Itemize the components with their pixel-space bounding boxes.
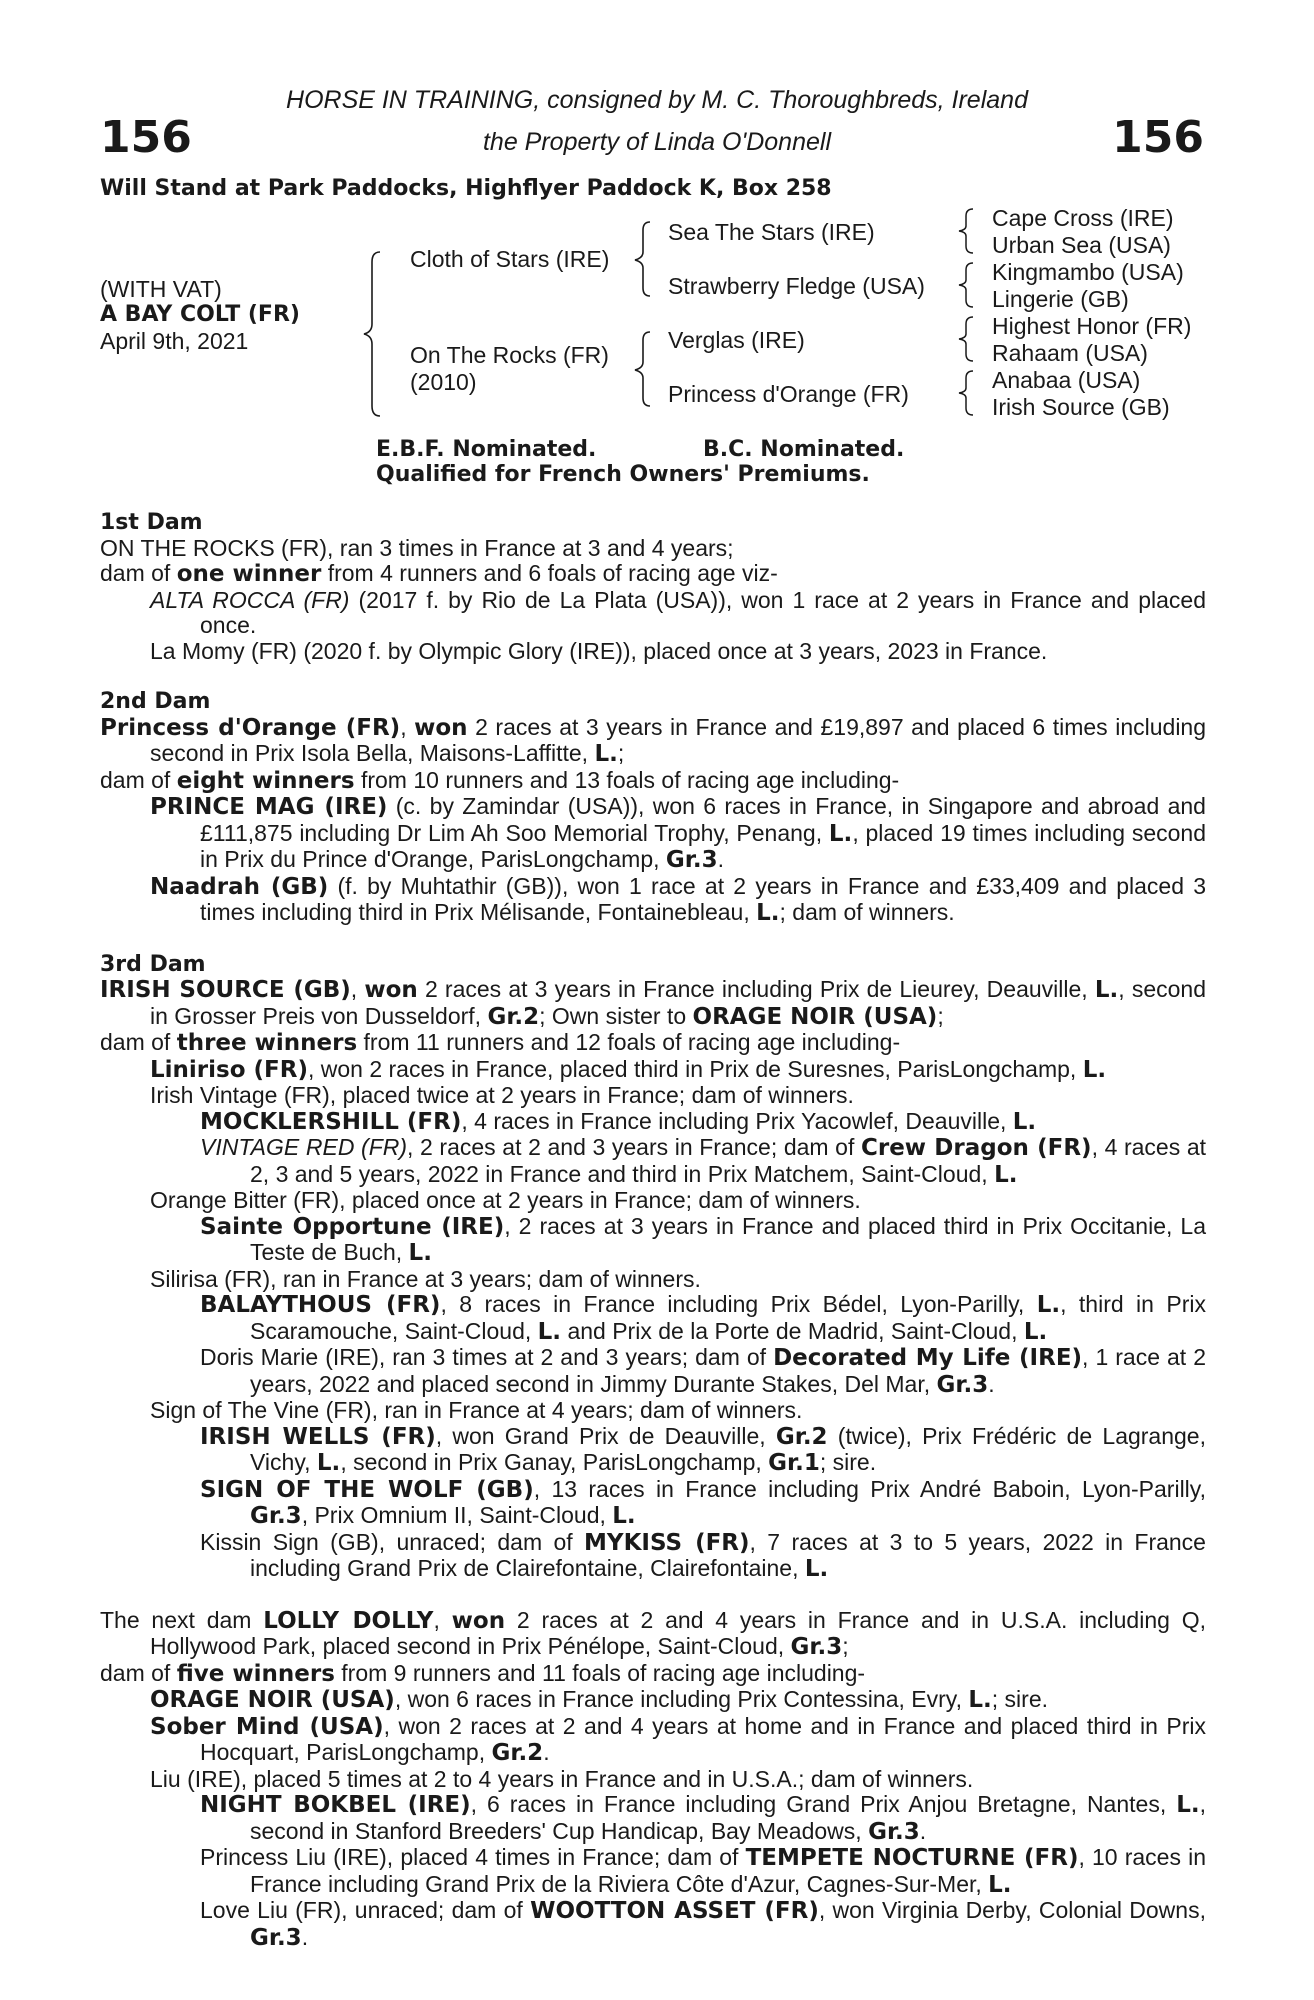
pedigree-gg-8: Irish Source (GB) (992, 394, 1170, 420)
second-dam-heading: 2nd Dam (100, 689, 211, 714)
produce-entry: Naadrah (GB) (f. by Muhtathir (GB)), won 1 race at 2 years in France and £33,409 and placed 3 times including third in Prix Mélisande, Fontainebleau, L.; dam of winners. (150, 872, 1207, 926)
produce-entry: La Momy (FR) (2020 f. by Olympic Glory (IRE)), placed once at 3 years, 2023 in France. (150, 637, 1048, 664)
pedigree-gg-2: Urban Sea (USA) (992, 232, 1171, 258)
pedigree-brace-g1 (955, 206, 981, 256)
pedigree-gg-4: Lingerie (GB) (992, 286, 1129, 312)
grand-produce-entry: MOCKLERSHILL (FR), 4 races in France including Prix Yacowlef, Deauville, L. (200, 1107, 1037, 1135)
grand-produce-entry: NIGHT BOKBEL (IRE), 6 races in France including Grand Prix Anjou Bretagne, Nantes, L., second in Stanford Breeders' Cup Handicap, Bay Meadows, Gr.3. (200, 1791, 1206, 1845)
pedigree-sire-brace (630, 218, 660, 298)
consignor-line: HORSE IN TRAINING, consigned by M. C. Thoroughbreds, Ireland (286, 86, 1028, 114)
pedigree-gg-3: Kingmambo (USA) (992, 259, 1184, 285)
pedigree-sire: Cloth of Stars (IRE) (410, 246, 610, 272)
foaling-date: April 9th, 2021 (100, 328, 249, 354)
first-dam-produce-summary: dam of one winner from 4 runners and 6 foals of racing age viz- (100, 560, 778, 587)
produce-entry: Liniriso (FR), won 2 races in France, placed third in Prix de Suresnes, ParisLongchamp, L. (150, 1055, 1107, 1083)
produce-entry: Sober Mind (USA), won 2 races at 2 and 4 years at home and in France and placed third in Prix Hocquart, ParisLongchamp, Gr.2. (150, 1712, 1207, 1766)
pedigree-gg-6: Rahaam (USA) (992, 340, 1148, 366)
pedigree-dam: On The Rocks (FR) (410, 342, 609, 368)
second-dam-record: Princess d'Orange (FR), won 2 races at 3 years in France and £19,897 and placed 6 times including second in Prix Isola Bella, Maisons-Laffitte, L.; (100, 713, 1207, 767)
produce-entry: Silirisa (FR), ran in France at 3 years; dam of winners. (150, 1265, 701, 1292)
third-dam-heading: 3rd Dam (100, 951, 206, 977)
next-dam-produce-summary: dam of five winners from 9 runners and 11 foals of racing age including- (100, 1659, 866, 1687)
next-dam-record: The next dam LOLLY DOLLY, won 2 races at 2 and 4 years in France and in U.S.A. including Q, Hollywood Park, placed second in Prix Pénélope, Saint-Cloud, Gr.3; (100, 1606, 1206, 1660)
produce-entry: Irish Vintage (FR), placed twice at 2 years in France; dam of winners. (150, 1082, 854, 1108)
pedigree-brace-g3 (955, 314, 981, 364)
vat-label: (WITH VAT) (100, 276, 222, 302)
produce-entry: Liu (IRE), placed 5 times at 2 to 4 years in France and in U.S.A.; dam of winners. (150, 1765, 974, 1792)
grand-produce-entry: Princess Liu (IRE), placed 4 times in France; dam of TEMPETE NOCTURNE (FR), 10 races in France including Grand Prix de la Riviera Côte d'Azur, Cagnes-Sur-Mer, L. (200, 1844, 1206, 1898)
property-line: the Property of Linda O'Donnell (482, 128, 832, 156)
pedigree-dam-dam: Princess d'Orange (FR) (668, 381, 909, 407)
lot-number-right: 156 (1112, 112, 1204, 163)
second-dam-produce-summary: dam of eight winners from 10 runners and 13 foals of racing age including- (100, 766, 900, 794)
produce-entry: ORAGE NOIR (USA), won 6 races in France including Prix Contessina, Evry, L.; sire. (150, 1686, 1048, 1713)
grand-produce-entry: IRISH WELLS (FR), won Grand Prix de Deauville, Gr.2 (twice), Prix Frédéric de Lagrange, Vichy, L., second in Prix Ganay, ParisLongchamp, Gr.1; sire. (200, 1422, 1206, 1476)
pedigree-gg-7: Anabaa (USA) (992, 367, 1141, 393)
grand-produce-entry: VINTAGE RED (FR), 2 races at 2 and 3 years in France; dam of Crew Dragon (FR), 4 races at 2, 3 and 5 years, 2022 in France and third in Prix Matchem, Saint-Cloud, L. (200, 1134, 1207, 1188)
produce-entry: PRINCE MAG (IRE) (c. by Zamindar (USA)), won 6 races in France, in Singapore and abroad and £111,875 including Dr Lim Ah Soo Memorial Trophy, Penang, L., placed 19 times including second in Prix du Prince d'Orange, ParisLongchamp, Gr.3. (150, 793, 1206, 873)
produce-entry: Sign of The Vine (FR), ran in France at 4 years; dam of winners. (150, 1397, 803, 1423)
first-dam-heading: 1st Dam (100, 510, 203, 535)
grand-produce-entry: BALAYTHOUS (FR), 8 races in France including Prix Bédel, Lyon-Parilly, L., third in Prix Scaramouche, Saint-Cloud, L. and Prix de la Porte de Madrid, Saint-Cloud, L. (200, 1291, 1206, 1345)
lot-number-left: 156 (100, 112, 192, 163)
third-dam-record: IRISH SOURCE (GB), won 2 races at 3 years in France including Prix de Lieurey, Deauville, L., second in Grosser Preis von Dusseldorf, Gr.2; Own sister to ORAGE NOIR (USA); (100, 976, 1206, 1030)
pedigree-gg-1: Cape Cross (IRE) (992, 205, 1174, 231)
pedigree-dam-year: (2010) (410, 369, 477, 395)
pedigree-dam-brace (630, 328, 660, 408)
grand-produce-entry: Sainte Opportune (IRE), 2 races at 3 years in France and placed third in Prix Occitanie, La Teste de Buch, L. (200, 1212, 1206, 1266)
ebf-nomination: E.B.F. Nominated. (376, 437, 597, 462)
french-premiums: Qualified for French Owners' Premiums. (376, 462, 870, 487)
third-dam-produce-summary: dam of three winners from 11 runners and 12 foals of racing age including- (100, 1029, 901, 1056)
bc-nomination: B.C. Nominated. (703, 437, 905, 462)
first-dam-line: ON THE ROCKS (FR), ran 3 times in France at 3 and 4 years; (100, 534, 734, 561)
pedigree-gg-5: Highest Honor (FR) (992, 313, 1192, 339)
pedigree-dam-sire: Verglas (IRE) (668, 327, 805, 353)
grand-produce-entry: SIGN OF THE WOLF (GB), 13 races in France including Prix André Baboin, Lyon-Parilly, Gr.3, Prix Omnium II, Saint-Cloud, L. (200, 1475, 1206, 1529)
grand-produce-entry: Doris Marie (IRE), ran 3 times at 2 and 3 years; dam of Decorated My Life (IRE), 1 race at 2 years, 2022 and placed second in Jimmy Durante Stakes, Del Mar, Gr.3. (200, 1344, 1206, 1398)
produce-entry: Orange Bitter (FR), placed once at 2 years in France; dam of winners. (150, 1187, 861, 1213)
pedigree-main-brace (360, 248, 400, 418)
grand-produce-entry: Love Liu (FR), unraced; dam of WOOTTON ASSET (FR), won Virginia Derby, Colonial Downs, Gr.3. (200, 1897, 1206, 1951)
catalogue-body (100, 510, 1206, 1951)
grand-produce-entry: Kissin Sign (GB), unraced; dam of MYKISS (FR), 7 races at 3 to 5 years, 2022 in France including Grand Prix de Clairefontaine, Clairefontaine, L. (200, 1528, 1206, 1582)
pedigree-sire-dam: Strawberry Fledge (USA) (668, 273, 925, 299)
pedigree-brace-g4 (955, 368, 981, 418)
pedigree-brace-g2 (955, 260, 981, 310)
produce-entry: ALTA ROCCA (FR) (2017 f. by Rio de La Plata (USA)), won 1 race at 2 years in France and placed once. (150, 586, 1206, 638)
pedigree-sire-sire: Sea The Stars (IRE) (668, 219, 875, 245)
horse-name: A BAY COLT (FR) (100, 302, 300, 327)
stand-location: Will Stand at Park Paddocks, Highflyer Paddock K, Box 258 (100, 176, 832, 201)
